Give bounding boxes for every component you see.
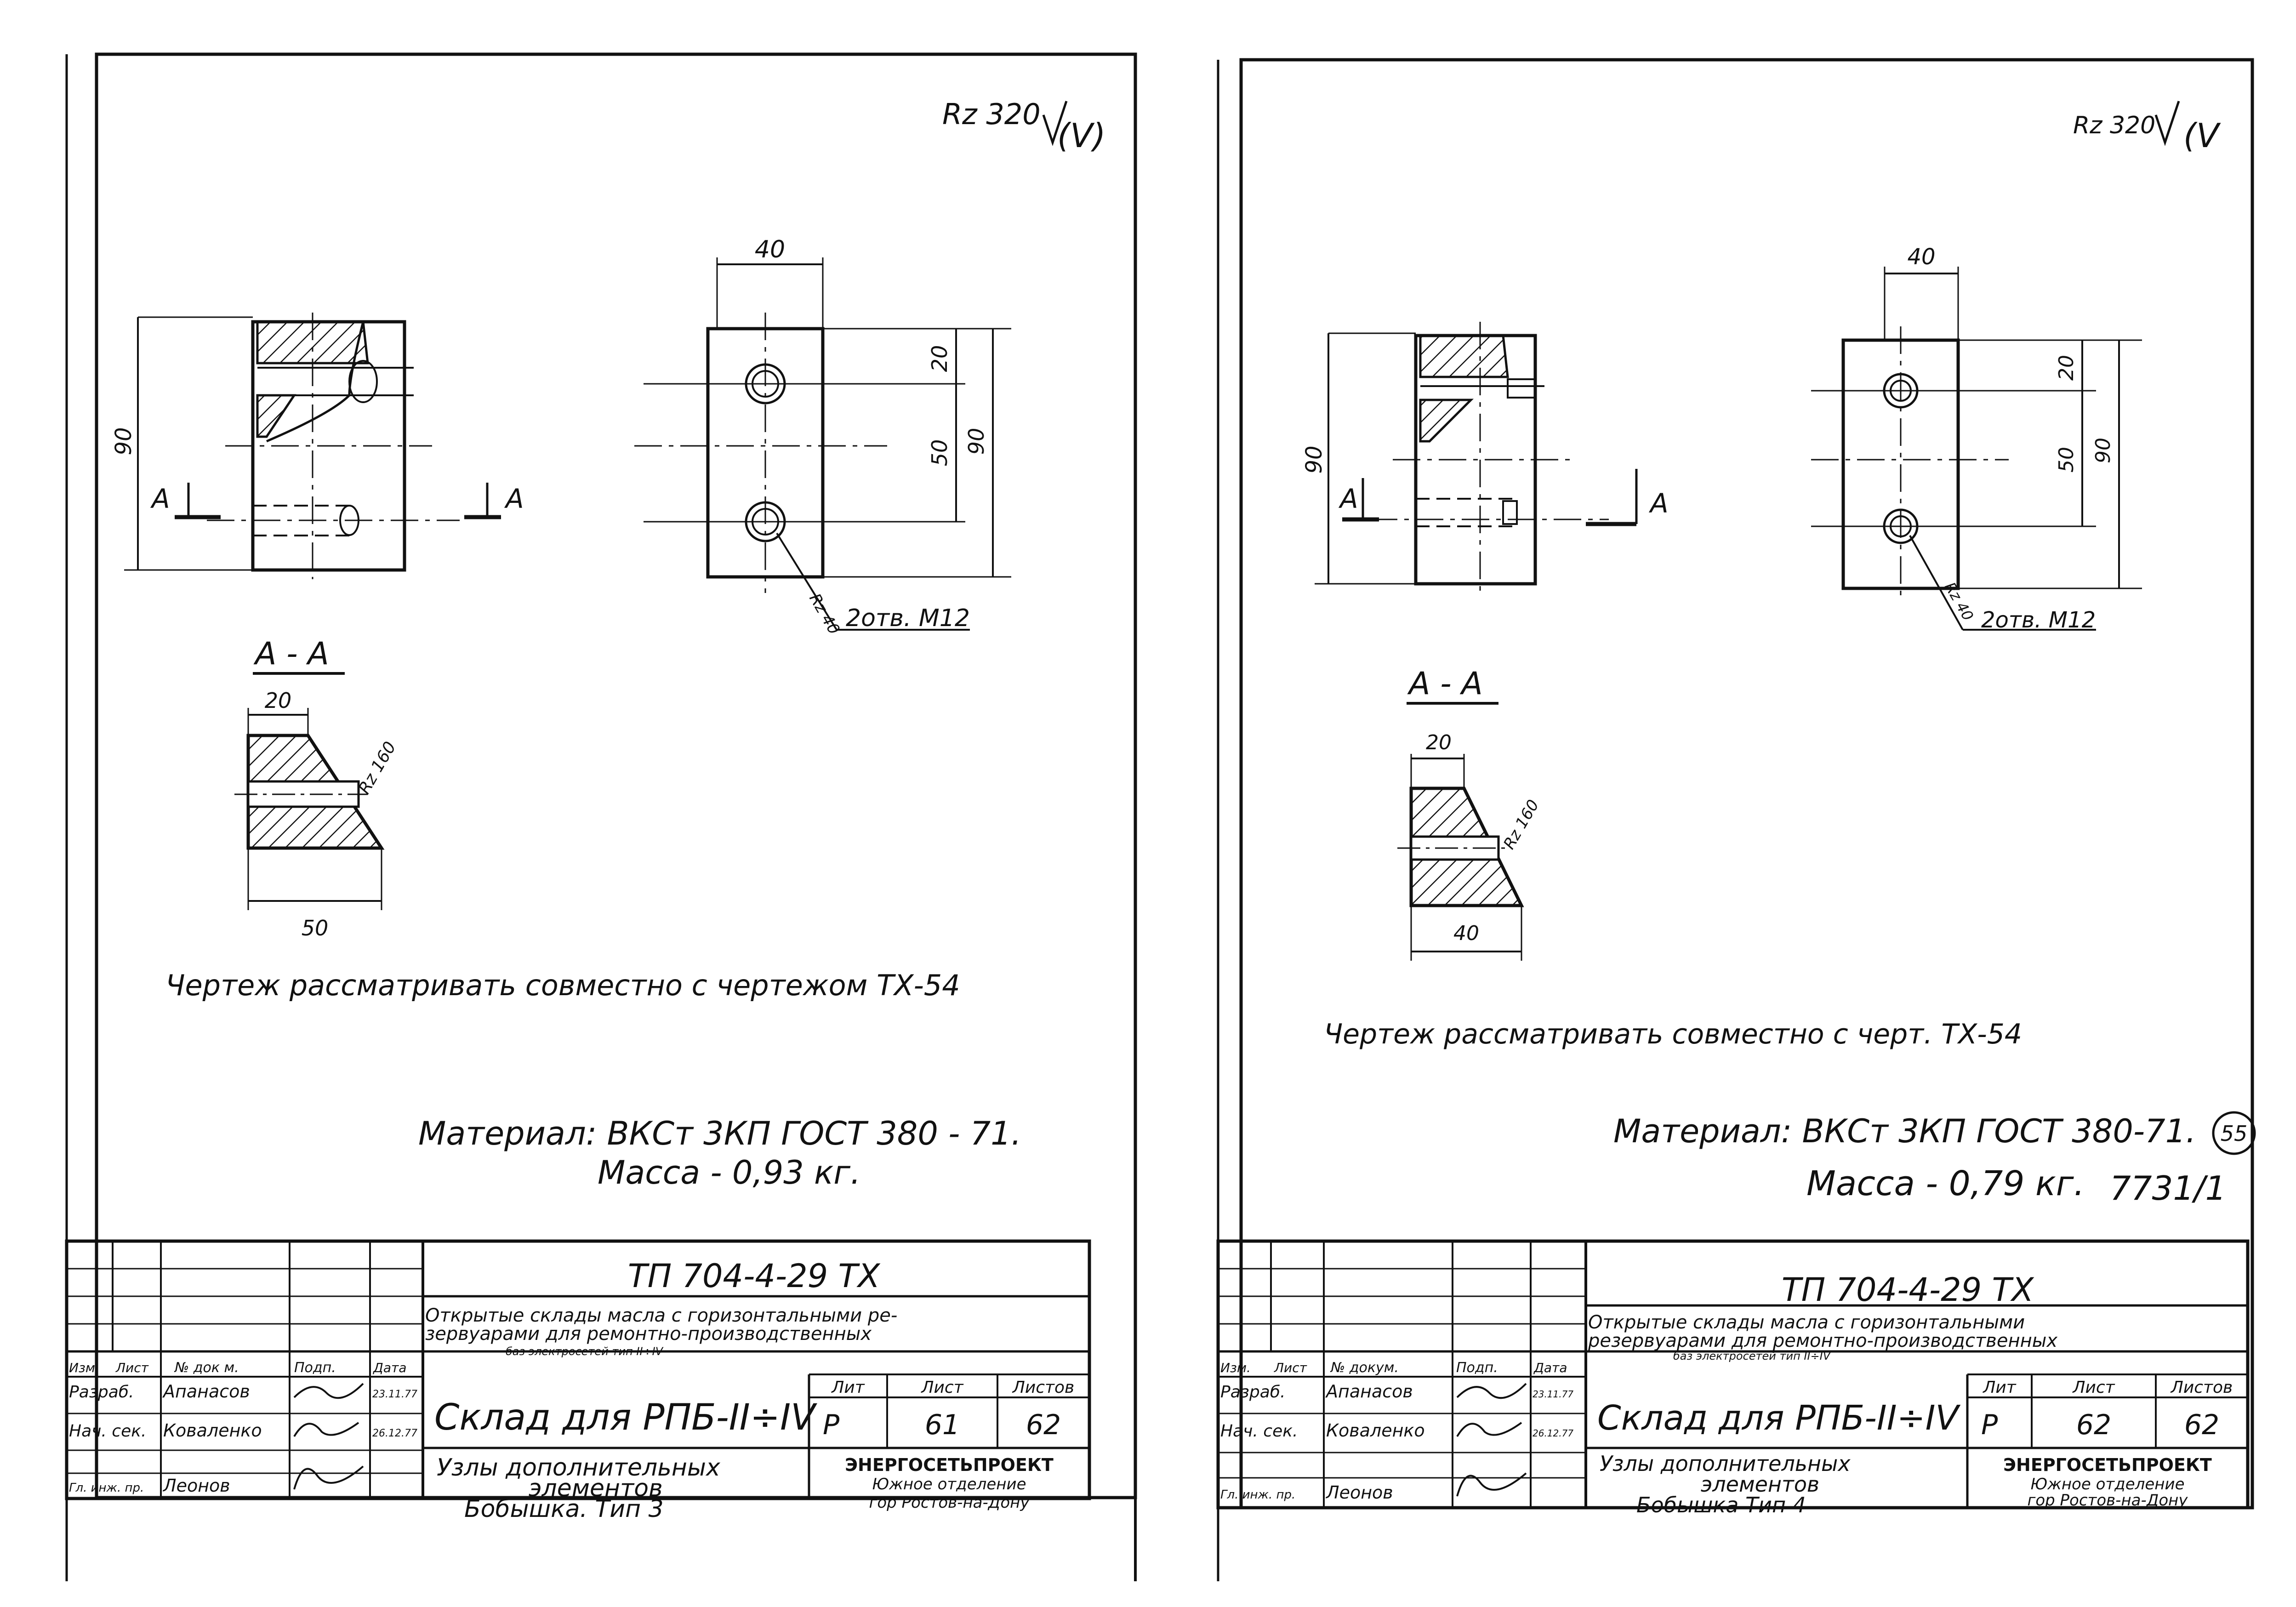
date-2: 26.12.77: [372, 1428, 417, 1439]
doc-code: ТП 704-4-29 ТХ: [627, 1257, 880, 1295]
section-top-dim: 20: [1426, 731, 1452, 754]
holes-label: 2отв. М12: [846, 604, 970, 632]
section-roughness: Rz 160: [1500, 797, 1543, 853]
title-block: [67, 1241, 1089, 1523]
side-view: [1301, 322, 1669, 593]
hole-roughness: Rz 40: [1941, 579, 1977, 624]
name-3: Леонов: [163, 1476, 230, 1496]
front-view: [1811, 244, 2142, 633]
holes-label: 2отв. М12: [1981, 607, 2096, 633]
material-text: Материал: ВКСт 3КП ГОСТ 380-71.: [1613, 1112, 2196, 1150]
roughness-check-icon: [2156, 101, 2179, 142]
role-3: Гл. инж. пр.: [1220, 1488, 1296, 1502]
name-1: Апанасов: [163, 1381, 250, 1402]
top-dim: 40: [754, 236, 786, 263]
lit-head: Лит: [1983, 1378, 2016, 1397]
sheets-total: 62: [1026, 1409, 1061, 1441]
col-date: Дата: [373, 1360, 407, 1375]
mass-text: Масса - 0,79 кг.: [1806, 1164, 2085, 1203]
signature-2: [294, 1423, 359, 1436]
org-city: гор Ростов-на-Дону: [869, 1493, 1030, 1512]
sheets-head: Листов: [2171, 1378, 2233, 1397]
side-view: [111, 313, 524, 579]
side-dim: 90: [1301, 445, 1327, 474]
date-1: 23.11.77: [1533, 1389, 1574, 1400]
subject-2: элементов: [1701, 1472, 1820, 1497]
subject-1: Узлы дополнительных: [437, 1454, 720, 1482]
sheet-frame: [1241, 60, 2252, 1508]
sheets-total: 62: [2184, 1409, 2220, 1441]
signature-3: [1457, 1473, 1526, 1496]
roughness-mark: Rz 320: [942, 97, 1041, 131]
section-top-dim: 20: [264, 688, 292, 713]
role-3: Гл. инж. пр.: [69, 1481, 144, 1495]
front-dim-total: 90: [2091, 438, 2115, 463]
subject-2: элементов: [529, 1475, 663, 1502]
role-1: Разраб.: [69, 1383, 134, 1402]
doc-code: ТП 704-4-29 ТХ: [1781, 1271, 2034, 1309]
project-title-3: баз электросетей тип II÷IV: [506, 1345, 663, 1358]
section-bottom-dim: 50: [301, 916, 329, 940]
lit-value: Р: [1981, 1409, 1998, 1441]
subject-1: Узлы дополнительных: [1600, 1451, 1851, 1476]
col-izm: Изм.: [1220, 1360, 1251, 1375]
org-name: ЭНЕРГОСЕТЬПРОЕКТ: [845, 1455, 1054, 1475]
section-mark-right: A: [506, 483, 524, 514]
project-title-2: зервуарами для ремонтно-производственных: [425, 1323, 872, 1345]
col-doc: № док м.: [175, 1360, 239, 1376]
org-city: гор Ростов-на-Дону: [2027, 1491, 2188, 1510]
circle-stamp-number: 55: [2220, 1121, 2248, 1146]
sheet-left: [67, 54, 1135, 1581]
drawing-note: Чертеж рассматривать совместно с черт. ТХ-54: [1324, 1018, 2023, 1050]
lit-head: Лит: [832, 1378, 865, 1397]
name-2: Коваленко: [1326, 1420, 1425, 1441]
roughness-bracket: (V: [2183, 116, 2219, 155]
org-branch: Южное отделение: [872, 1475, 1026, 1493]
project-title-2: резервуарами для ремонтно-производственных: [1588, 1330, 2057, 1351]
name-1: Апанасов: [1326, 1381, 1413, 1402]
sheet-right: [1218, 60, 2255, 1581]
subject-3: Бобышка. Тип 3: [464, 1495, 664, 1523]
org-name: ЭНЕРГОСЕТЬПРОЕКТ: [2003, 1455, 2212, 1475]
section-bottom-dim: 40: [1453, 922, 1479, 945]
project-title-1: Открытые склады масла с горизонтальными ре-: [425, 1305, 898, 1326]
project-title-1: Открытые склады масла с горизонтальными: [1588, 1312, 2025, 1333]
role-2: Нач. сек.: [1220, 1422, 1298, 1441]
signature-1: [294, 1384, 363, 1398]
object-name: Склад для РПБ-II÷IV: [434, 1397, 815, 1438]
material-text: Материал: ВКСт 3КП ГОСТ 380 - 71.: [418, 1115, 1021, 1152]
signature-1: [1457, 1384, 1526, 1398]
col-date: Дата: [1534, 1360, 1567, 1375]
top-dim: 40: [1907, 244, 1936, 270]
col-izm: Изм: [69, 1360, 95, 1375]
lit-value: Р: [823, 1409, 840, 1441]
front-dim-mid: 50: [2055, 447, 2078, 473]
section-mark-left: A: [1340, 483, 1358, 514]
project-title-3: баз электросетей тип II÷IV: [1673, 1350, 1831, 1362]
name-3: Леонов: [1326, 1482, 1393, 1503]
archive-mark: 7731/1: [2110, 1169, 2227, 1208]
roughness-bracket: (V): [1057, 116, 1106, 155]
role-1: Разраб.: [1220, 1383, 1286, 1402]
front-dim-mid: 50: [927, 439, 952, 467]
roughness-mark: Rz 320: [2073, 112, 2156, 139]
front-view: [634, 236, 1011, 638]
sheet-number: 62: [2076, 1409, 2112, 1441]
col-list: Лист: [116, 1360, 148, 1375]
section-view: [1397, 666, 1543, 961]
date-1: 23.11.77: [372, 1389, 417, 1400]
date-2: 26.12.77: [1533, 1428, 1574, 1439]
front-dim-total: 90: [964, 427, 989, 455]
sheet-head: Лист: [921, 1378, 963, 1397]
org-branch: Южное отделение: [2030, 1475, 2185, 1493]
section-title: А - А: [1409, 666, 1483, 702]
subject-3: Бобышка Тип 4: [1636, 1493, 1806, 1517]
col-list: Лист: [1274, 1360, 1307, 1375]
col-sign: Подп.: [1456, 1360, 1498, 1376]
signature-3: [294, 1466, 363, 1489]
front-dim-top: 20: [2055, 355, 2078, 381]
front-dim-top: 20: [927, 345, 952, 372]
section-roughness: Rz 160: [355, 738, 400, 798]
drawing-note: Чертеж рассматривать совместно с чертежом ТХ-54: [165, 969, 960, 1002]
hole-roughness: Rz 40: [805, 590, 843, 638]
sheet-number: 61: [924, 1409, 960, 1441]
section-mark-right: A: [1650, 488, 1669, 519]
name-2: Коваленко: [163, 1420, 262, 1441]
side-dim: 90: [111, 427, 137, 456]
sheet-head: Лист: [2073, 1378, 2115, 1397]
section-view: [234, 636, 400, 940]
object-name: Склад для РПБ-II÷IV: [1597, 1398, 1959, 1438]
col-sign: Подп.: [294, 1360, 336, 1376]
title-block: [1218, 1241, 2248, 1517]
mass-text: Масса - 0,93 кг.: [598, 1154, 861, 1191]
signature-2: [1457, 1423, 1521, 1436]
section-title: А - А: [255, 636, 329, 672]
sheets-head: Листов: [1012, 1378, 1075, 1397]
section-mark-left: A: [152, 483, 170, 514]
role-2: Нач. сек.: [69, 1422, 147, 1441]
col-doc: № докум.: [1331, 1360, 1399, 1376]
